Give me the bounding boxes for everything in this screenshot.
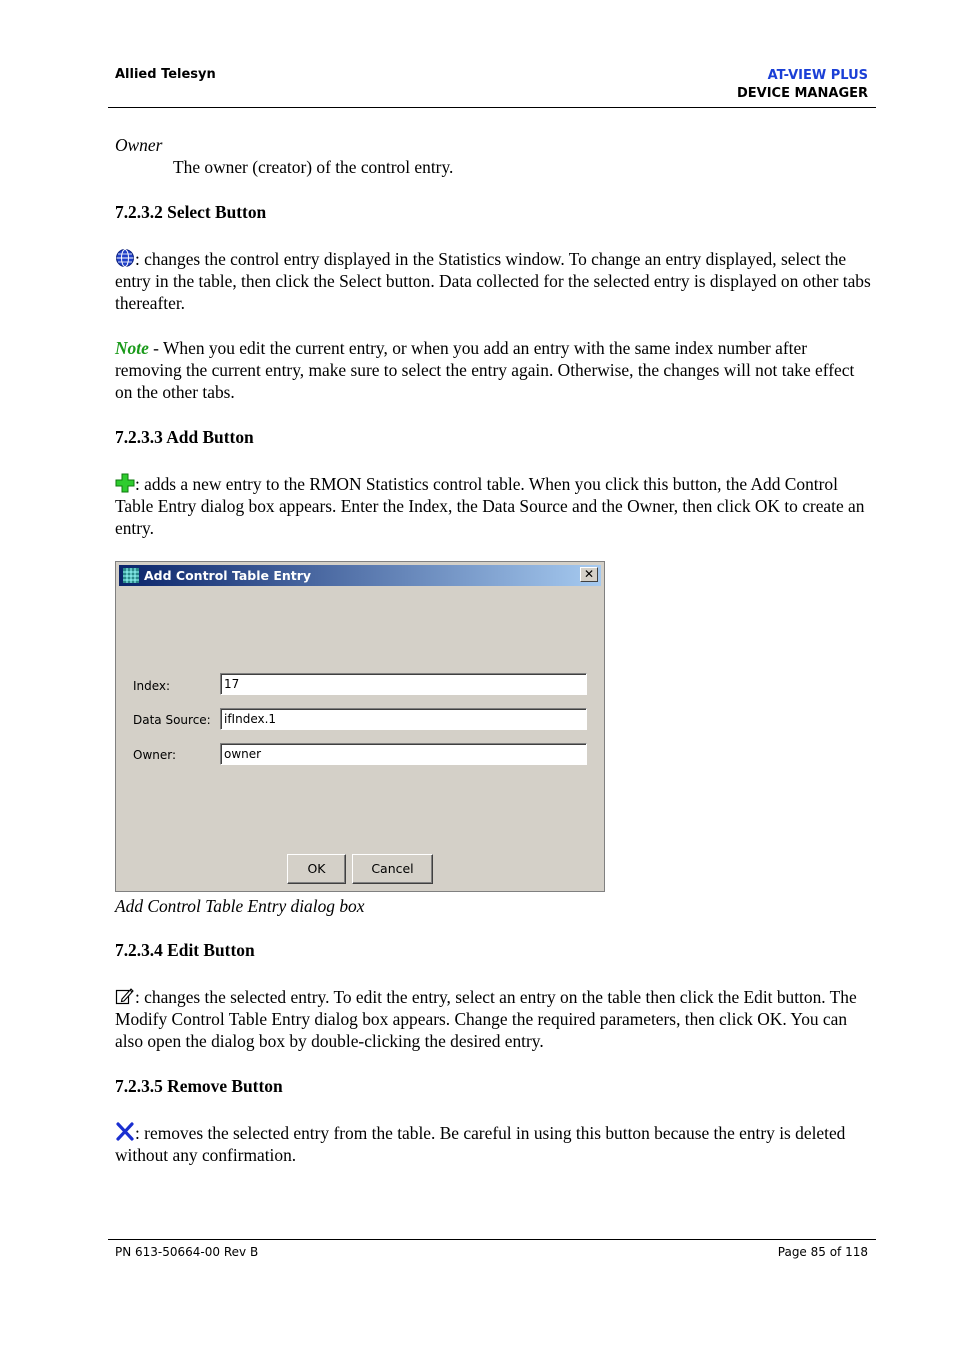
remove-heading: 7.2.3.5 Remove Button: [115, 1076, 283, 1096]
edit-pencil-icon: [115, 986, 135, 1006]
note-paragraph: [115, 337, 875, 403]
dialog-caption: Add Control Table Entry dialog box: [115, 896, 365, 916]
company-name: Allied Telesyn: [115, 67, 216, 82]
ok-button[interactable]: OK: [287, 854, 346, 884]
footer-rule: [108, 1239, 876, 1240]
remove-text: : removes the selected entry from the table. Be careful in using this button because the entry is deleted without any confirmation.: [115, 1123, 846, 1165]
select-paragraph: [115, 248, 875, 314]
select-text: : changes the control entry displayed in the Statistics window. To change an entry displayed, select the entry in the table, then click the Select button. Data collected for the selected entry is displayed on other tabs thereafter.: [115, 249, 871, 313]
owner-term: Owner: [115, 135, 163, 155]
edit-paragraph: [115, 986, 875, 1052]
data-source-label: Data Source:: [133, 713, 211, 727]
section-name: DEVICE MANAGER: [736, 86, 868, 101]
header-right: [737, 67, 868, 103]
note-text: - When you edit the current entry, or when you add an entry with the same index number after removing the current entry, make sure to select the entry again. Otherwise, the changes will not take effect on the other tabs.: [115, 338, 855, 402]
remove-paragraph: [115, 1122, 875, 1166]
note-label: Note: [115, 338, 149, 358]
index-input[interactable]: 17: [220, 673, 587, 695]
header-rule: [108, 107, 876, 108]
green-plus-icon: [115, 473, 135, 493]
part-number: PN 613-50664-00 Rev B: [115, 1245, 259, 1259]
add-paragraph: [115, 473, 875, 539]
product-name: AT-VIEW PLUS: [767, 68, 868, 83]
add-heading: 7.2.3.3 Add Button: [115, 427, 254, 447]
remove-x-icon: [115, 1122, 135, 1142]
add-control-table-entry-dialog: [115, 561, 605, 892]
page-number: Page 85 of 118: [777, 1245, 868, 1259]
owner-input[interactable]: owner: [220, 743, 587, 765]
dialog-title-bar: [119, 565, 601, 586]
owner-definition: The owner (creator) of the control entry.: [173, 157, 454, 177]
dialog-title: Add Control Table Entry: [144, 568, 312, 583]
index-label: Index:: [133, 679, 171, 693]
grid-app-icon: [122, 567, 140, 588]
cancel-button[interactable]: Cancel: [352, 854, 433, 884]
data-source-input[interactable]: ifIndex.1: [220, 708, 587, 730]
globe-select-icon: [115, 248, 135, 268]
select-heading: 7.2.3.2 Select Button: [115, 202, 267, 222]
edit-heading: 7.2.3.4 Edit Button: [115, 940, 255, 960]
add-text: : adds a new entry to the RMON Statistics control table. When you click this button, the Add Control Table Entry dialog box appears. Enter the Index, the Data Source and the Owner, then click OK to create an entry.: [115, 474, 865, 538]
owner-label: Owner:: [133, 748, 177, 762]
dialog-close-button[interactable]: ✕: [580, 567, 598, 582]
edit-text: : changes the selected entry. To edit the entry, select an entry on the table then click the Edit button. The Modify Control Table Entry dialog box appears. Change the required parameters, then click OK. You can also open the dialog box by double-clicking the desired entry.: [115, 987, 857, 1051]
